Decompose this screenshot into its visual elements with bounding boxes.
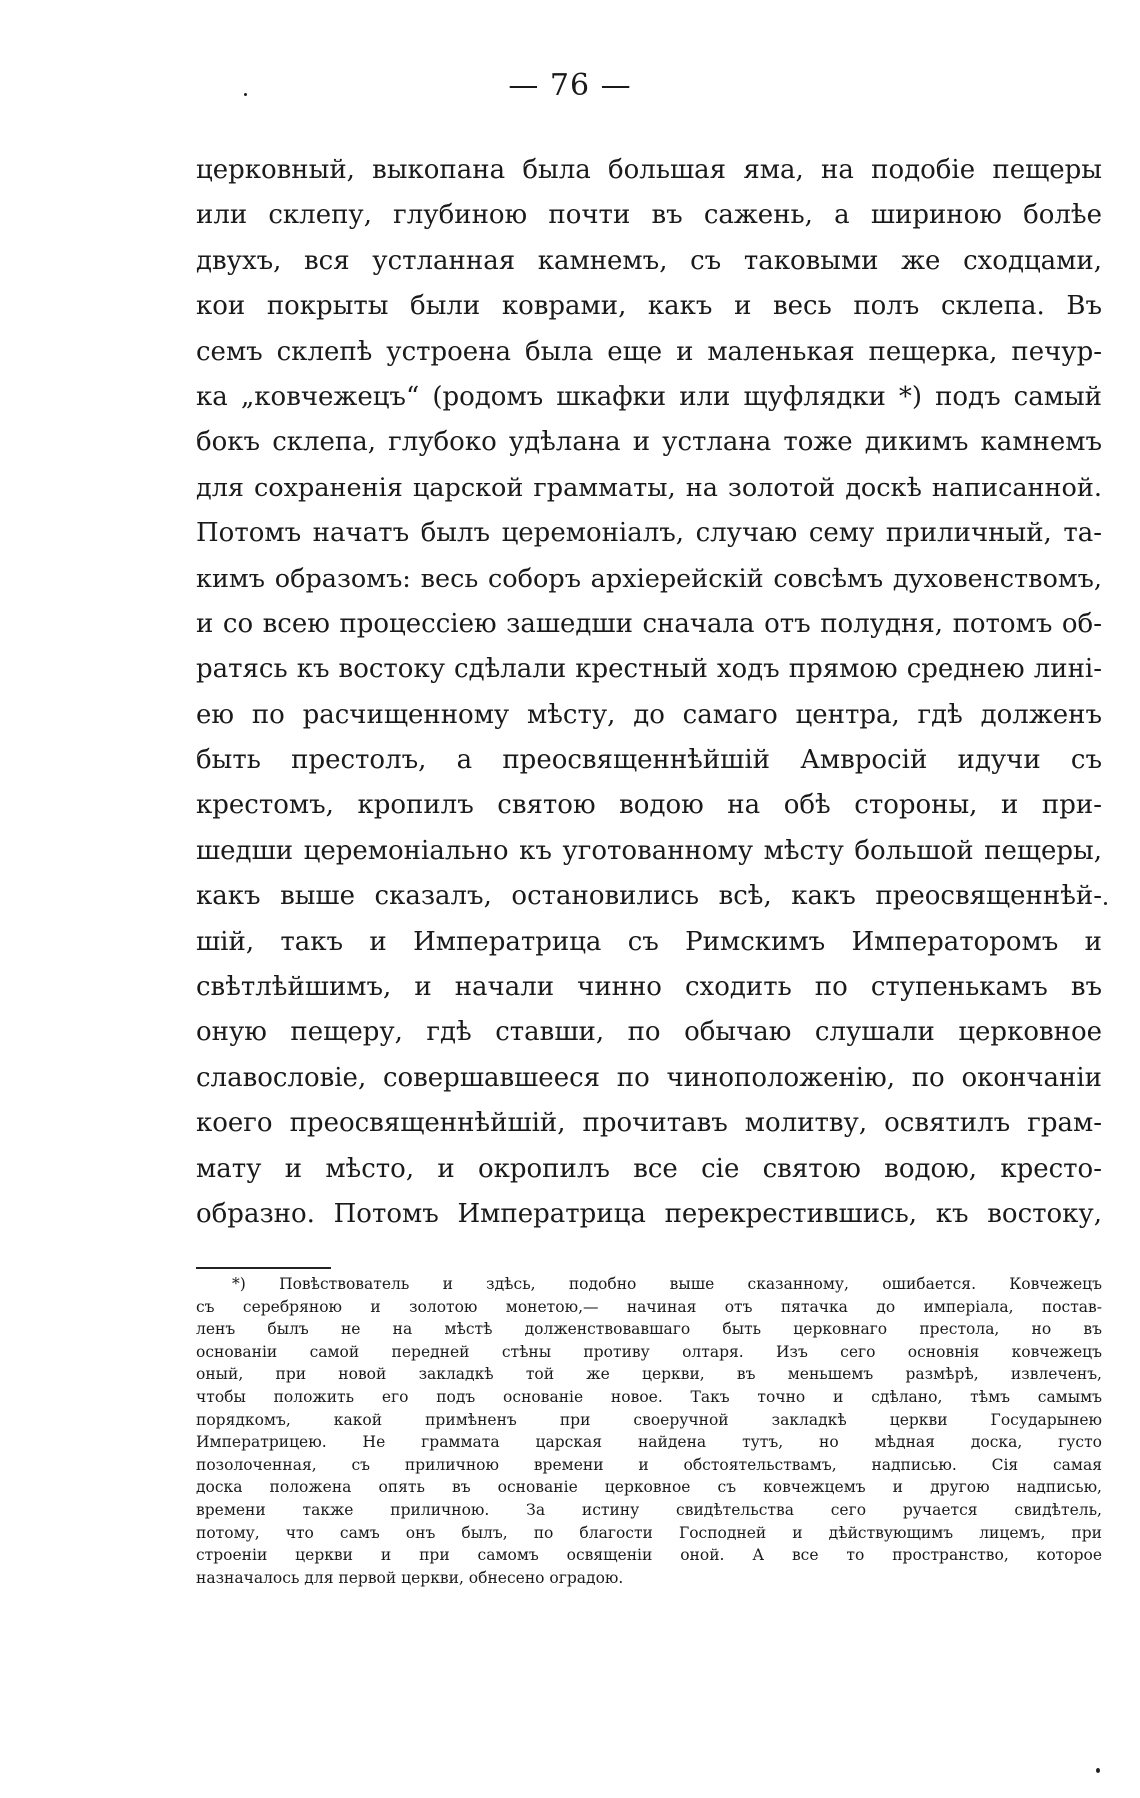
footnote-line: Императрицею. Не граммата царская найдена тутъ, но мѣдная доска, густо [196, 1433, 1102, 1452]
print-speck [244, 93, 247, 96]
body-text-line: кои покрыты были коврами, какъ и весь полъ склепа. Въ [196, 291, 1102, 322]
body-text-line: для сохраненія царской граммaты, на золотой доскѣ написанной. [196, 472, 1102, 503]
footnote-line: времени также приличною. За истину свидѣтельства сего ручается свидѣтель, [196, 1500, 1102, 1519]
footnote-line: доска положена опять въ основаніе церковное съ ковчежцемъ и другою надписью, [196, 1478, 1102, 1497]
body-text-line: и со всею процессіею зашедши сначала отъ полудня, потомъ об- [196, 608, 1102, 639]
body-text-line: шій, такъ и Императрица съ Римскимъ Императоромъ и [196, 926, 1102, 957]
footnote-line: строеніи церкви и при самомъ освященіи оной. А все то пространство, которое [196, 1546, 1102, 1565]
body-text-line: ею по расчищенному мѣсту, до самаго центра, гдѣ долженъ [196, 699, 1102, 730]
footnote-line: потому, что самъ онъ былъ, по благости Господней и дѣйствующимъ лицемъ, при [196, 1523, 1102, 1542]
body-text-line: коего преосвященнѣйшій, прочитавъ молитву, освятилъ грам- [196, 1108, 1102, 1139]
body-text-line: ратясь къ востоку сдѣлали крестный ходъ прямою среднею лині- [196, 654, 1102, 685]
body-text-line: бокъ склепа, глубоко удѣлана и устлана тоже дикимъ камнемъ [196, 427, 1102, 458]
footnote-line: порядкомъ, какой примѣненъ при своеручной закладкѣ церкви Государынею [196, 1410, 1102, 1429]
body-text-line: оную пещеру, гдѣ ставши, по обычаю слушали церковное [196, 1017, 1102, 1048]
body-text-line: кимъ образомъ: весь соборъ архіерейскій совсѣмъ духовенствомъ, [196, 563, 1102, 594]
body-text-line: славословіе, совершавшееся по чиноположенію, по окончаніи [196, 1062, 1102, 1093]
print-speck [1096, 1768, 1100, 1773]
body-text-line: ка „ковчежецъ“ (родомъ шкафки или щуфлядки *) подъ самый [196, 381, 1102, 412]
body-text-line: церковный, выкопана была большая яма, на подобіе пещеры [196, 155, 1102, 185]
footnote-line: чтобы положить его подъ основаніе новое. Такъ точно и сдѣлано, тѣмъ самымъ [196, 1387, 1102, 1406]
body-text-line: какъ выше сказалъ, остановились всѣ, какъ преосвященнѣй- [196, 881, 1102, 912]
body-text-line: семъ склепѣ устроена была еще и маленькая пещерка, печур- [196, 336, 1102, 367]
body-text-line: двухъ, вся устланная камнемъ, съ таковыми же сходцами, [196, 245, 1102, 276]
footnote-line: оный, при новой закладкѣ той же церкви, въ меньшемъ размѣрѣ, извлеченъ, [196, 1365, 1102, 1384]
body-text-line: быть престолъ, а преосвященнѣйшій Амвросій идучи съ [196, 745, 1102, 776]
page-number: — 76 — [508, 68, 632, 103]
footnote-line: съ серебряною и золотою монетою,— начиная отъ пятачка до имперіала, постав- [196, 1297, 1102, 1316]
main-text-block [196, 148, 1102, 1237]
footnote-line: *) Повѣствователь и здѣсь, подобно выше сказанному, ошибается. Ковчежецъ [232, 1275, 1102, 1293]
body-text-line: шедши церемоніально къ уготованному мѣсту большой пещеры, [196, 835, 1102, 866]
body-text-line: свѣтлѣйшимъ, и начали чинно сходить по ступенькамъ въ [196, 972, 1102, 1003]
body-text-line: Потомъ начатъ былъ церемоніалъ, случаю сему приличный, та- [196, 518, 1102, 549]
body-text-line: мату и мѣсто, и окропилъ все сіе святою водою, кресто- [196, 1153, 1102, 1184]
footnote-line: ленъ былъ не на мѣстѣ долженствовавшаго быть церковнаго престола, но въ [196, 1320, 1102, 1339]
footnote-block [196, 1273, 1102, 1589]
footnote-divider [196, 1267, 331, 1269]
footnote-line: позолоченная, съ приличною времени и обстоятельствамъ, надписью. Сія самая [196, 1455, 1102, 1474]
body-text-line: или склепу, глубиною почти въ сажень, а шириною болѣе [196, 200, 1102, 231]
body-text-line: крестомъ, кропилъ святою водою на обѣ стороны, и при- [196, 790, 1102, 821]
print-speck [1104, 902, 1107, 905]
footnote-line: основаніи самой передней стѣны противу олтаря. Изъ сего основнія ковчежецъ [196, 1342, 1102, 1361]
footnote-line: назначалось для первой церкви, обнесено оградою. [196, 1568, 624, 1587]
body-text-line: образно. Потомъ Императрица перекрестившись, къ востоку, [196, 1198, 1102, 1229]
